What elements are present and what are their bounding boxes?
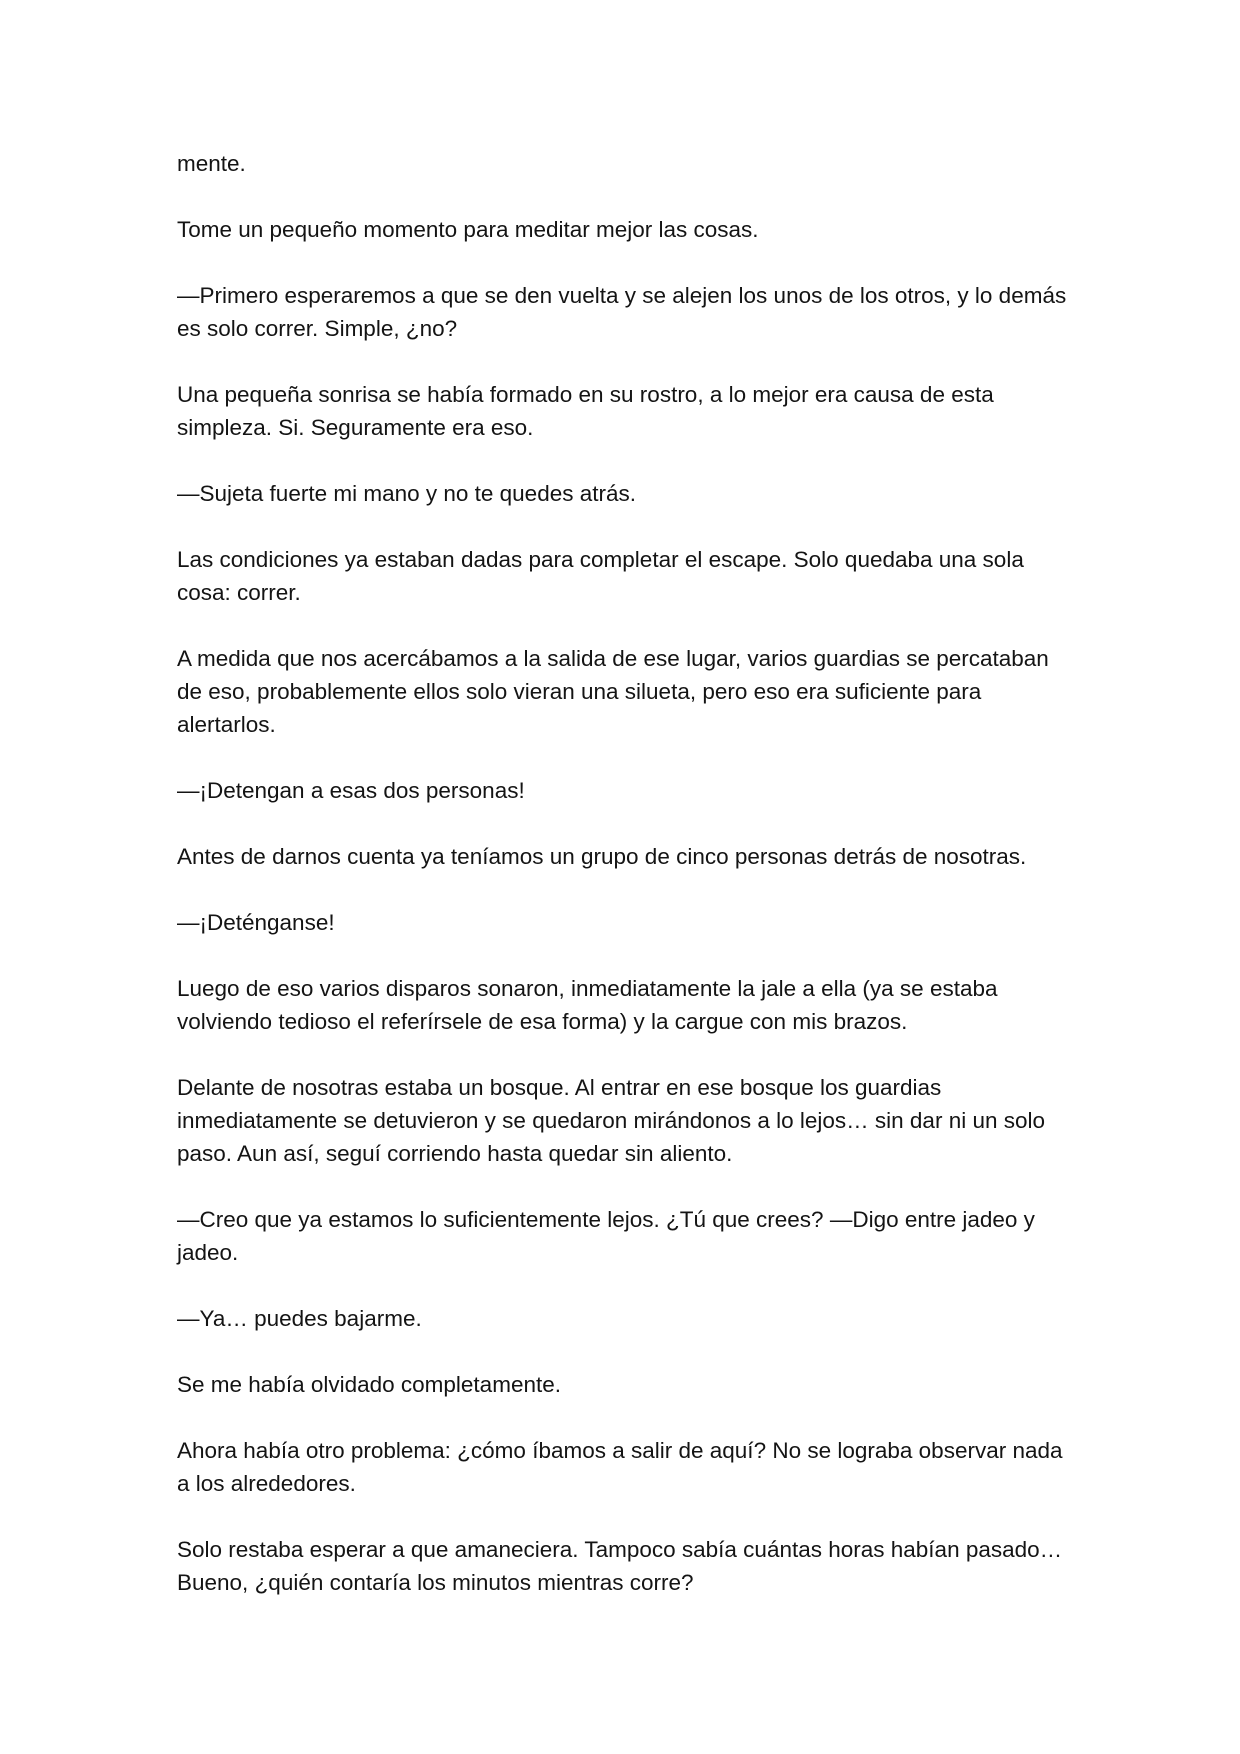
paragraph: —Sujeta fuerte mi mano y no te quedes atrás.: [177, 481, 636, 506]
document-body: [177, 147, 1077, 1632]
paragraph: Tome un pequeño momento para meditar mejor las cosas.: [177, 217, 759, 242]
paragraph: Luego de eso varios disparos sonaron, inmediatamente la jale a ella (ya se estaba volviendo tedioso el referírsele de esa forma) y la cargue con mis brazos.: [177, 976, 998, 1034]
paragraph: mente.: [177, 151, 246, 176]
paragraph: Solo restaba esperar a que amaneciera. Tampoco sabía cuántas horas habían pasado… Bueno, ¿quién contaría los minutos mientras corre?: [177, 1537, 1063, 1595]
paragraph: Las condiciones ya estaban dadas para completar el escape. Solo quedaba una sola cosa: correr.: [177, 547, 1024, 605]
paragraph: Una pequeña sonrisa se había formado en su rostro, a lo mejor era causa de esta simpleza. Si. Seguramente era eso.: [177, 382, 994, 440]
paragraph: —¡Detengan a esas dos personas!: [177, 778, 525, 803]
paragraph: Antes de darnos cuenta ya teníamos un grupo de cinco personas detrás de nosotras.: [177, 844, 1027, 869]
paragraph: Se me había olvidado completamente.: [177, 1372, 561, 1397]
paragraph: —Ya… puedes bajarme.: [177, 1306, 422, 1331]
paragraph: —Creo que ya estamos lo suficientemente lejos. ¿Tú que crees? —Digo entre jadeo y jadeo.: [177, 1207, 1035, 1265]
paragraph: —Primero esperaremos a que se den vuelta y se alejen los unos de los otros, y lo demás es solo correr. Simple, ¿no?: [177, 283, 1067, 341]
paragraph: —¡Deténganse!: [177, 910, 335, 935]
paragraph: Ahora había otro problema: ¿cómo íbamos a salir de aquí? No se lograba observar nada a los alrededores.: [177, 1438, 1063, 1496]
paragraph: Delante de nosotras estaba un bosque. Al entrar en ese bosque los guardias inmediatamente se detuvieron y se quedaron mirándonos a lo lejos… sin dar ni un solo paso. Aun así, seguí corriendo hasta quedar sin aliento.: [177, 1075, 1046, 1166]
paragraph: A medida que nos acercábamos a la salida de ese lugar, varios guardias se percataban de eso, probablemente ellos solo vieran una silueta, pero eso era suficiente para alertarlos.: [177, 646, 1049, 737]
